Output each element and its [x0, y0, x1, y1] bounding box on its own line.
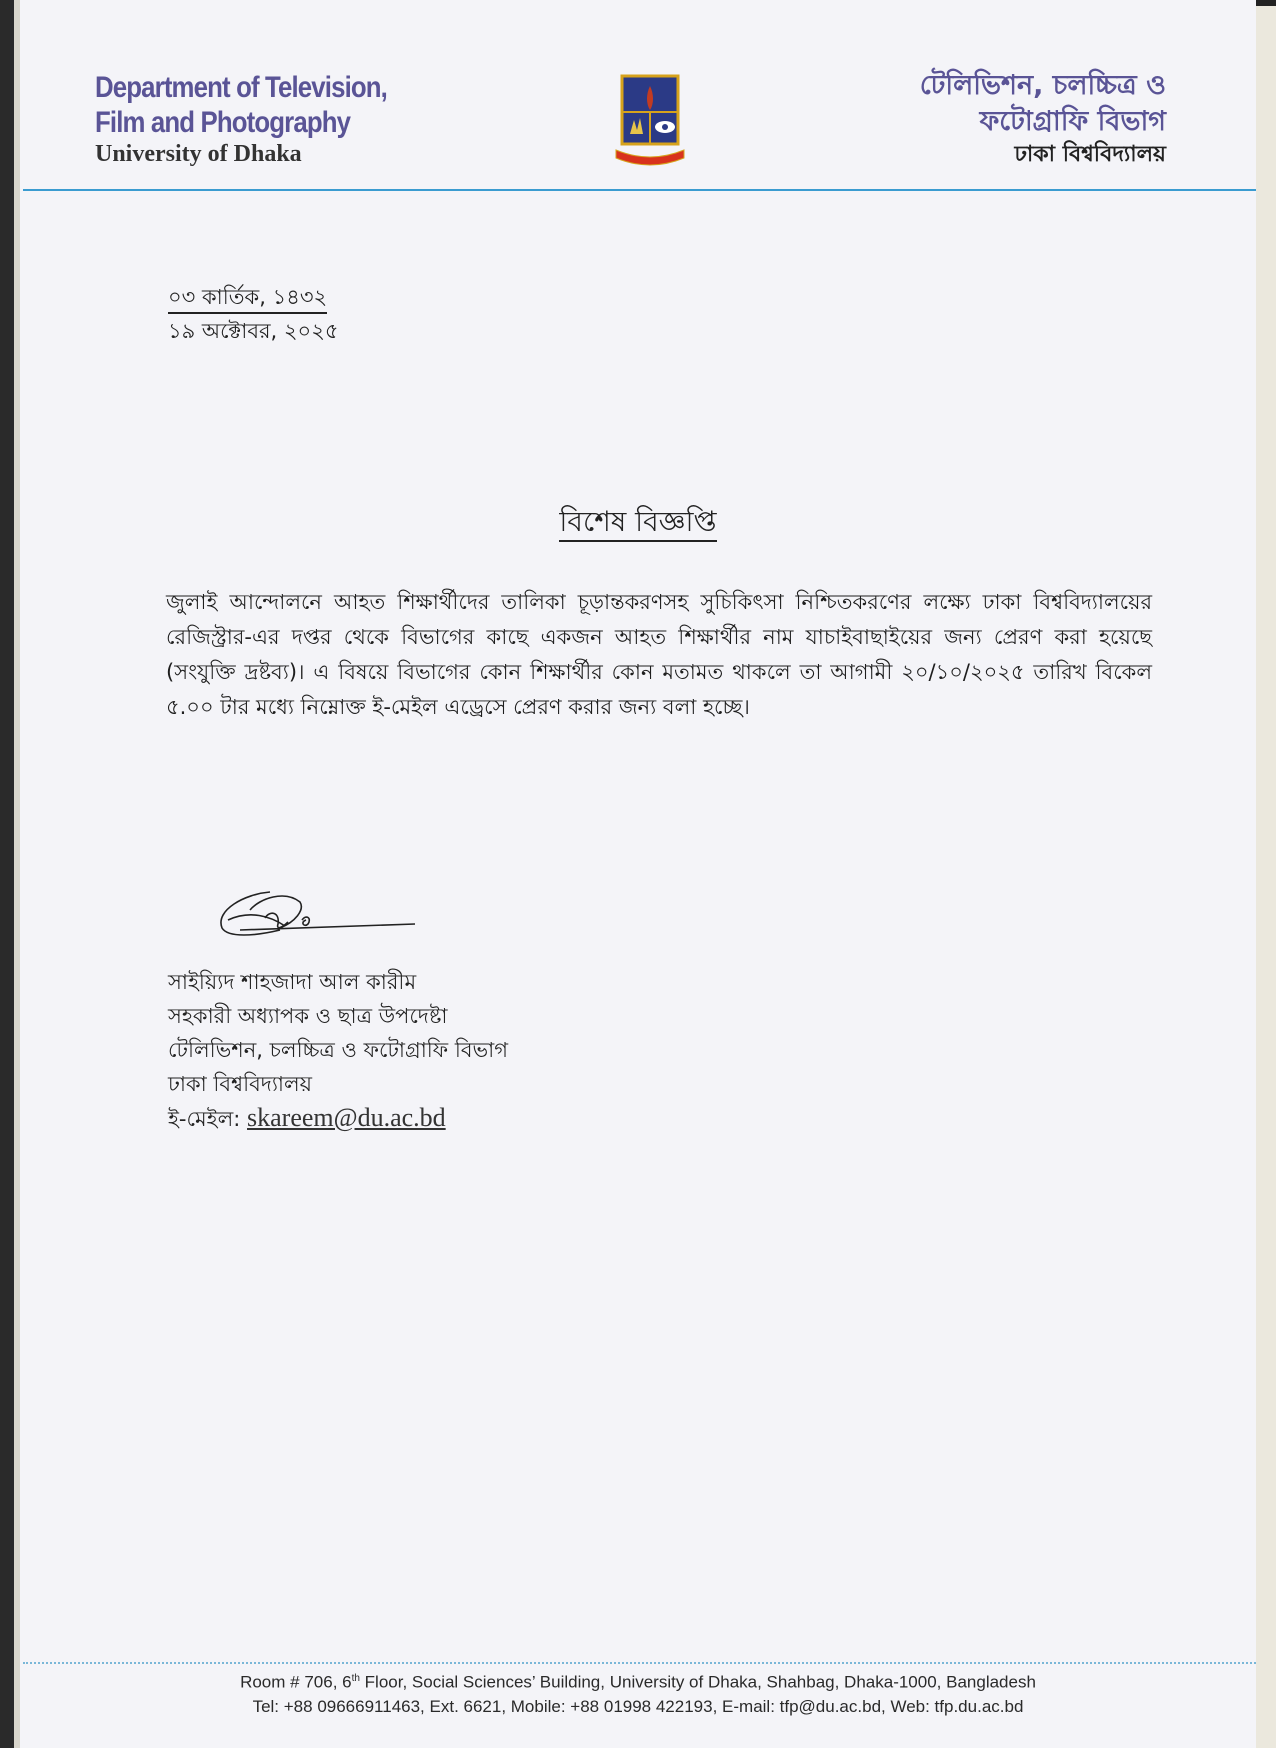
dept-name-bn-line2: ফটোগ্রাফি বিভাগ: [979, 106, 1166, 137]
dept-name-bn-line1: টেলিভিশন, চলচ্চিত্র ও: [919, 70, 1166, 101]
university-name-en: University of Dhaka: [95, 141, 302, 167]
footer-line-2: Tel: +88 09666911463, Ext. 6621, Mobile: +88 01998 422193, E-mail: tfp@du.ac.bd, Web: tfp.du.ac.bd: [252, 1696, 1024, 1716]
letter-dates: [168, 280, 339, 348]
university-crest-icon: [610, 72, 690, 172]
footer-line-1: [20, 1667, 1256, 1695]
signer-department: টেলিভিশন, চলচ্চিত্র ও ফটোগ্রাফি বিভাগ: [168, 1038, 509, 1062]
footer-address: [20, 1667, 1256, 1719]
notice-title-wrap: [20, 500, 1256, 547]
gregorian-date: ১৯ অক্টোবর, ২০২৫: [168, 319, 339, 343]
scan-edge-right: [1256, 0, 1276, 1748]
signature-icon: [210, 880, 420, 950]
notice-title: বিশেষ বিজ্ঞপ্তি: [559, 505, 716, 542]
scan-edge-left: [0, 0, 14, 1748]
signer-block: [168, 965, 508, 1136]
footer-divider: [23, 1662, 1256, 1665]
dept-name-en-line1: Department of Television,: [95, 71, 387, 104]
bangla-date: ০৩ কার্তিক, ১৪৩২: [168, 282, 327, 314]
signer-university: ঢাকা বিশ্ববিদ্যালয়: [168, 1072, 313, 1096]
signer-email-row: [168, 1101, 508, 1136]
scan-edge-top: [1256, 0, 1276, 6]
notice-body: জুলাই আন্দোলনে আহত শিক্ষার্থীদের তালিকা চূড়ান্তকরণসহ সুচিকিৎসা নিশ্চিতকরণের লক্ষ্যে ঢাকা বিশ্ববিদ্যালয়ের রেজিস্ট্রার-এর দপ্তর থেকে বিভাগের কাছে একজন আহত শিক্ষার্থীর নাম যাচাইবাছাইয়ের জন্য প্রেরণ করা হয়েছে (সংযুক্তি দ্রষ্টব্য)। এ বিষয়ে বিভাগের কোন শিক্ষার্থীর কোন মতামত থাকলে তা আগামী ২০/১০/২০২৫ তারিখ বিকেল ৫.০০ টার মধ্যে নিম্নোক্ত ই-মেইল এড্রেসে প্রেরণ করার জন্য বলা হচ্ছে।: [166, 590, 1152, 719]
footer-address-rest: Floor, Social Sciences’ Building, University of Dhaka, Shahbag, Dhaka-1000, Bangladesh: [359, 1672, 1036, 1692]
university-name-bn: ঢাকা বিশ্ববিদ্যালয়: [1014, 142, 1166, 167]
email-label: ই-মেইল:: [168, 1107, 248, 1131]
email-link[interactable]: skareem@du.ac.bd: [247, 1103, 446, 1132]
letter-page: [20, 0, 1256, 1748]
footer-room: Room # 706, 6: [240, 1672, 352, 1692]
header-divider: [23, 189, 1256, 191]
letterhead-bangla: [920, 68, 1166, 170]
dept-name-en-line2: Film and Photography: [95, 106, 351, 139]
signer-designation: সহকারী অধ্যাপক ও ছাত্র উপদেষ্টা: [168, 1004, 448, 1028]
signer-name: সাইয়্যিদ শাহজাদা আল কারীম: [168, 970, 417, 994]
footer-sup: th: [351, 1673, 360, 1684]
letterhead-english: [95, 70, 435, 168]
